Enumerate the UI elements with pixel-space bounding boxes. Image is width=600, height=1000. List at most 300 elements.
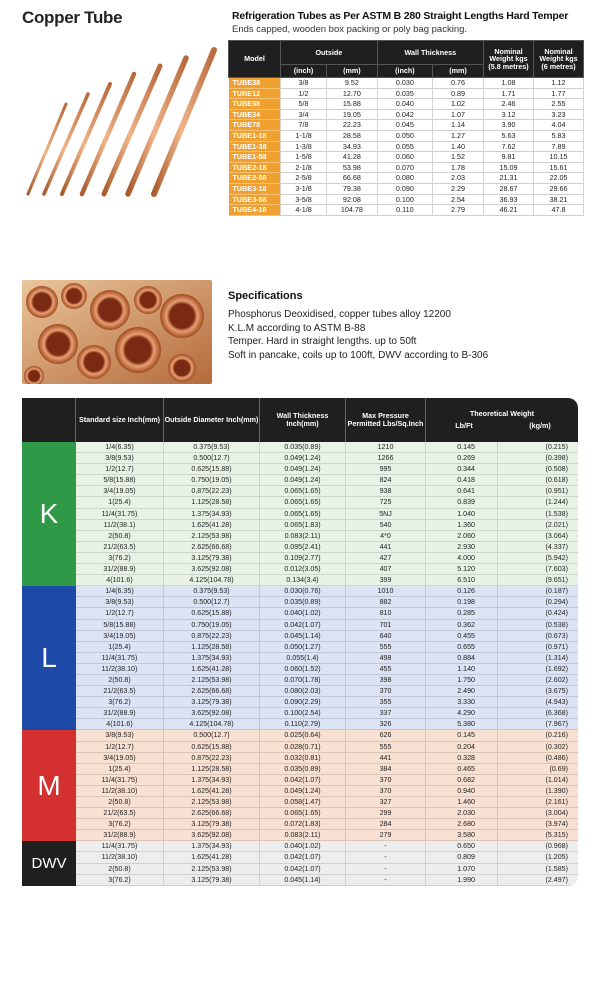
kg-m-cell: (7.967) — [545, 720, 568, 729]
lb-ft-cell: 0.418 — [426, 475, 498, 485]
copper-tube-spec-table — [22, 398, 578, 886]
type-l-rows — [76, 586, 578, 730]
lb-ft-cell: 0.344 — [426, 464, 498, 474]
outside-diameter-cell: 0.750(19.05) — [164, 620, 260, 630]
standard-size-cell: 1/4(6.35) — [76, 586, 164, 596]
lb-ft-cell: 0.269 — [426, 453, 498, 463]
standard-size-cell: 4(101.6) — [76, 575, 164, 585]
lb-ft-cell: 0.362 — [426, 620, 498, 630]
kg-m-cell: (3.974) — [545, 820, 568, 829]
ref-cell: 2.79 — [433, 205, 484, 216]
ref-cell: 1.02 — [433, 99, 484, 110]
wall-thickness-cell: 0.042(1.07) — [260, 852, 346, 862]
wall-thickness-cell: 0.040(1.02) — [260, 608, 346, 618]
table-row — [76, 797, 578, 808]
ref-cell: 66.68 — [327, 173, 378, 184]
wall-thickness-cell: 0.049(1.24) — [260, 464, 346, 474]
ref-cell: 41.28 — [327, 152, 378, 163]
table-row — [76, 520, 578, 531]
outside-diameter-cell: 1.375(34.93) — [164, 841, 260, 851]
ref-cell: 0.100 — [377, 194, 432, 205]
type-dwv-group — [22, 841, 578, 885]
ref-table-row — [229, 109, 584, 120]
kg-m-cell: (3.004) — [545, 809, 568, 818]
standard-size-cell: 31/2(88.9) — [76, 708, 164, 718]
standard-size-cell: 5/8(15.88) — [76, 475, 164, 485]
lb-ft-cell: 1.360 — [426, 520, 498, 530]
ref-cell: 1.12 — [534, 78, 584, 89]
ref-table-row — [229, 120, 584, 131]
kg-m-cell: (1.314) — [545, 653, 568, 662]
outside-diameter-cell: 0.375(9.53) — [164, 586, 260, 596]
ref-cell: 1/2 — [281, 88, 327, 99]
table-row — [76, 664, 578, 675]
max-pressure-cell: 626 — [346, 730, 426, 740]
kg-m-cell: (1.014) — [545, 775, 568, 784]
kg-m-cell: (0.508) — [545, 465, 568, 474]
col-nominal-58: Nominal Weight kgs (5.8 metres) — [484, 41, 534, 78]
max-pressure-cell: 938 — [346, 486, 426, 496]
table-row — [76, 819, 578, 830]
standard-size-cell: 31/2(88.9) — [76, 830, 164, 840]
max-pressure-cell: 5NJ — [346, 509, 426, 519]
kg-m-cell: (0.424) — [545, 609, 568, 618]
table-row — [76, 742, 578, 753]
wall-thickness-cell: 0.040(1.02) — [260, 841, 346, 851]
copper-pipes-photo — [22, 280, 212, 384]
max-pressure-cell: 370 — [346, 775, 426, 785]
lb-ft-cell: 0.455 — [426, 631, 498, 641]
wall-thickness-cell: 0.055(1.4) — [260, 653, 346, 663]
lb-ft-cell: 0.682 — [426, 775, 498, 785]
outside-diameter-cell: 4.125(104.78) — [164, 575, 260, 585]
max-pressure-cell: 370 — [346, 786, 426, 796]
kg-m-cell: (0.187) — [545, 587, 568, 596]
ref-table-row — [229, 194, 584, 205]
col-wall-inch: (inch) — [377, 65, 432, 78]
table-row — [76, 753, 578, 764]
wall-thickness-cell: 0.045(1.14) — [260, 631, 346, 641]
ref-cell: 28.67 — [484, 183, 534, 194]
table-row — [76, 497, 578, 508]
lb-ft-cell: 0.328 — [426, 753, 498, 763]
outside-diameter-cell: 1.625(41.28) — [164, 786, 260, 796]
ref-table-row — [229, 78, 584, 89]
outside-diameter-cell: 1.375(34.93) — [164, 653, 260, 663]
ref-cell: 0.045 — [377, 120, 432, 131]
ref-cell: 0.050 — [377, 130, 432, 141]
max-pressure-cell: 1266 — [346, 453, 426, 463]
kg-m-cell: (0.294) — [545, 598, 568, 607]
max-pressure-cell: 995 — [346, 464, 426, 474]
wall-thickness-cell: 0.080(2.03) — [260, 686, 346, 696]
max-pressure-cell: 355 — [346, 697, 426, 707]
table-row — [76, 586, 578, 597]
ref-cell: 34.93 — [327, 141, 378, 152]
model-cell: TUBE58 — [229, 99, 281, 110]
main-table-header — [22, 398, 578, 442]
standard-size-cell: 2(50.8) — [76, 531, 164, 541]
wall-thickness-cell: 0.028(0.71) — [260, 742, 346, 752]
outside-diameter-cell: 1.375(34.93) — [164, 509, 260, 519]
ref-cell: 1.14 — [433, 120, 484, 131]
type-dwv-label: DWV — [22, 841, 76, 885]
max-pressure-cell: 284 — [346, 819, 426, 829]
wall-thickness-cell: 0.035(0.89) — [260, 442, 346, 452]
type-k-label: K — [22, 442, 76, 586]
type-m-group — [22, 730, 578, 841]
model-cell: TUBE78 — [229, 120, 281, 131]
standard-size-cell: 4(101.6) — [76, 719, 164, 729]
standard-size-cell: 1/2(12.7) — [76, 742, 164, 752]
outside-diameter-cell: 1.125(28.58) — [164, 642, 260, 652]
ref-cell: 7.62 — [484, 141, 534, 152]
table-row — [76, 808, 578, 819]
max-pressure-cell: - — [346, 875, 426, 885]
ref-cell: 0.110 — [377, 205, 432, 216]
spec-line: K.L.M according to ASTM B-88 — [228, 322, 366, 334]
col-max-pressure: Max Pressure Permitted Lbs/Sq.Inch — [346, 398, 426, 442]
ref-cell: 0.040 — [377, 99, 432, 110]
ref-cell: 104.78 — [327, 205, 378, 216]
max-pressure-cell: 555 — [346, 642, 426, 652]
wall-thickness-cell: 0.109(2.77) — [260, 553, 346, 563]
type-l-group — [22, 586, 578, 730]
table-row — [76, 786, 578, 797]
outside-diameter-cell: 2.125(53.98) — [164, 675, 260, 685]
max-pressure-cell: 427 — [346, 553, 426, 563]
ref-cell: 2-1/8 — [281, 162, 327, 173]
ref-cell: 1.40 — [433, 141, 484, 152]
standard-size-cell: 1/4(6.35) — [76, 442, 164, 452]
wall-thickness-cell: 0.025(0.64) — [260, 730, 346, 740]
max-pressure-cell: 498 — [346, 653, 426, 663]
table-row — [76, 597, 578, 608]
kg-m-cell: (1.244) — [545, 498, 568, 507]
ref-cell: 7.89 — [534, 141, 584, 152]
table-row — [76, 764, 578, 775]
lb-ft-cell: 2.680 — [426, 819, 498, 829]
standard-size-cell: 11/4(31.75) — [76, 509, 164, 519]
table-row — [76, 675, 578, 686]
ref-cell: 1.52 — [433, 152, 484, 163]
wall-thickness-cell: 0.012(3.05) — [260, 564, 346, 574]
col-wall-thickness: Wall Thickness Inch(mm) — [260, 398, 346, 442]
wall-thickness-cell: 0.065(1.65) — [260, 808, 346, 818]
lb-ft-cell: 5.120 — [426, 564, 498, 574]
max-pressure-cell: 701 — [346, 620, 426, 630]
kg-m-cell: (4.943) — [545, 698, 568, 707]
lb-ft-cell: 3.330 — [426, 697, 498, 707]
wall-thickness-cell: 0.049(1.24) — [260, 475, 346, 485]
ref-cell: 1.77 — [534, 88, 584, 99]
table-row — [76, 475, 578, 486]
standard-size-cell: 31/2(88.9) — [76, 564, 164, 574]
type-k-group — [22, 442, 578, 586]
col-nominal-6: Nominal Weight kgs (6 metres) — [534, 41, 584, 78]
outside-diameter-cell: 0.500(12.7) — [164, 597, 260, 607]
wall-thickness-cell: 0.049(1.24) — [260, 453, 346, 463]
col-standard-size: Standard size Inch(mm) — [76, 398, 164, 442]
ref-cell: 0.042 — [377, 109, 432, 120]
wall-thickness-cell: 0.083(2.11) — [260, 531, 346, 541]
ref-cell: 79.38 — [327, 183, 378, 194]
model-cell: TUBE4-18 — [229, 205, 281, 216]
kg-m-cell: (0.971) — [545, 642, 568, 651]
ref-cell: 36.93 — [484, 194, 534, 205]
theoretical-weight-label: Theoretical Weight — [469, 409, 535, 419]
wall-thickness-cell: 0.042(1.07) — [260, 620, 346, 630]
ref-cell: 3.90 — [484, 120, 534, 131]
type-dwv-rows — [76, 841, 578, 885]
outside-diameter-cell: 1.625(41.28) — [164, 664, 260, 674]
table-row — [76, 864, 578, 875]
ref-cell: 1-3/8 — [281, 141, 327, 152]
ref-cell: 0.090 — [377, 183, 432, 194]
lb-ft-cell: 0.145 — [426, 442, 498, 452]
ref-cell: 7/8 — [281, 120, 327, 131]
wall-thickness-cell: 0.100(2.54) — [260, 708, 346, 718]
wall-thickness-cell: 0.049(1.24) — [260, 786, 346, 796]
standard-size-cell: 3(76.2) — [76, 819, 164, 829]
lb-ft-cell: 0.884 — [426, 653, 498, 663]
kg-m-cell: (0.538) — [545, 620, 568, 629]
outside-diameter-cell: 0.625(15.88) — [164, 608, 260, 618]
kg-m-cell: (6.368) — [545, 709, 568, 718]
lb-ft-cell: 1.750 — [426, 675, 498, 685]
wall-thickness-cell: 0.058(1.47) — [260, 797, 346, 807]
standard-size-cell: 2(50.8) — [76, 864, 164, 874]
type-l-label: L — [22, 586, 76, 730]
kg-m-cell: (3.064) — [545, 531, 568, 540]
wall-thickness-cell: 0.050(1.27) — [260, 642, 346, 652]
lb-ft-cell: 6.510 — [426, 575, 498, 585]
table-row — [76, 553, 578, 564]
standard-size-cell: 3(76.2) — [76, 553, 164, 563]
spec-line: Soft in pancake, coils up to 100ft, DWV according to B-306 — [228, 349, 489, 361]
lb-ft-cell: 0.126 — [426, 586, 498, 596]
col-outside-mm: (mm) — [327, 65, 378, 78]
ref-cell: 3/4 — [281, 109, 327, 120]
standard-size-cell: 11/2(38.1) — [76, 520, 164, 530]
outside-diameter-cell: 1.125(28.58) — [164, 764, 260, 774]
kg-m-cell: (0.302) — [545, 742, 568, 751]
refrigeration-tubes-body — [229, 78, 584, 216]
specifications-title: Specifications — [228, 290, 303, 302]
col-outside-diameter: Outside Diameter Inch(mm) — [164, 398, 260, 442]
outside-diameter-cell: 1.125(28.58) — [164, 497, 260, 507]
standard-size-cell: 3/4(19.05) — [76, 486, 164, 496]
table-row — [76, 486, 578, 497]
standard-size-cell: 1(25.4) — [76, 764, 164, 774]
model-cell: TUBE1-38 — [229, 141, 281, 152]
table-row — [76, 875, 578, 886]
ref-cell: 1.08 — [484, 78, 534, 89]
ref-cell: 0.76 — [433, 78, 484, 89]
max-pressure-cell: 327 — [346, 797, 426, 807]
table-row — [76, 531, 578, 542]
spec-line: Temper. Hard in straight lengths. up to 50ft — [228, 336, 417, 347]
ref-cell: 12.70 — [327, 88, 378, 99]
ref-cell: 22.23 — [327, 120, 378, 131]
col-wall-thickness: Wall Thickness — [377, 41, 483, 65]
max-pressure-cell: - — [346, 852, 426, 862]
standard-size-cell: 11/4(31.75) — [76, 775, 164, 785]
lb-ft-cell: 2.030 — [426, 808, 498, 818]
lb-ft-cell: 0.198 — [426, 597, 498, 607]
wall-thickness-cell: 0.072(1.83) — [260, 819, 346, 829]
ref-cell: 38.21 — [534, 194, 584, 205]
wall-thickness-cell: 0.110(2.79) — [260, 719, 346, 729]
standard-size-cell: 3(76.2) — [76, 697, 164, 707]
ref-cell: 2-5/8 — [281, 173, 327, 184]
type-k-rows — [76, 442, 578, 586]
max-pressure-cell: 555 — [346, 742, 426, 752]
model-cell: TUBE2-58 — [229, 173, 281, 184]
kg-m-cell: (3.675) — [545, 687, 568, 696]
ref-cell: 2.54 — [433, 194, 484, 205]
lb-ft-cell: 0.285 — [426, 608, 498, 618]
specifications-list — [228, 308, 488, 362]
lb-ft-cell: 0.465 — [426, 764, 498, 774]
table-row — [76, 642, 578, 653]
max-pressure-cell: 337 — [346, 708, 426, 718]
kg-m-cell: (1.585) — [545, 864, 568, 873]
max-pressure-cell: 398 — [346, 675, 426, 685]
kg-m-cell: (2.021) — [545, 520, 568, 529]
lb-ft-cell: 0.655 — [426, 642, 498, 652]
wall-thickness-cell: 0.042(1.07) — [260, 864, 346, 874]
kg-m-cell: (1.390) — [545, 786, 568, 795]
lb-ft-cell: 0.809 — [426, 852, 498, 862]
max-pressure-cell: 441 — [346, 542, 426, 552]
max-pressure-cell: 540 — [346, 520, 426, 530]
kg-m-cell: (9.651) — [545, 576, 568, 585]
table-row — [76, 575, 578, 586]
max-pressure-cell: 810 — [346, 608, 426, 618]
standard-size-cell: 11/4(31.75) — [76, 841, 164, 851]
model-cell: TUBE3-58 — [229, 194, 281, 205]
lb-ft-cell: 5.380 — [426, 719, 498, 729]
wall-thickness-cell: 0.134(3.4) — [260, 575, 346, 585]
ref-cell: 5.83 — [534, 130, 584, 141]
outside-diameter-cell: 3.125(79.38) — [164, 553, 260, 563]
outside-diameter-cell: 0.375(9.53) — [164, 442, 260, 452]
wall-thickness-cell: 0.065(1.65) — [260, 509, 346, 519]
model-cell: TUBE1-58 — [229, 152, 281, 163]
kg-m-cell: (2.497) — [545, 875, 568, 884]
ref-cell: 5.63 — [484, 130, 534, 141]
kg-m-cell: (0.69) — [549, 764, 568, 773]
page-title: Copper Tube — [22, 8, 123, 27]
refrigeration-tubes-table — [228, 40, 584, 216]
standard-size-cell: 3/4(19.05) — [76, 631, 164, 641]
max-pressure-cell: 455 — [346, 664, 426, 674]
outside-diameter-cell: 0.875(22.23) — [164, 486, 260, 496]
ref-cell: 0.055 — [377, 141, 432, 152]
standard-size-cell: 3/8(9.53) — [76, 453, 164, 463]
ref-cell: 0.070 — [377, 162, 432, 173]
lb-ft-cell: 0.145 — [426, 730, 498, 740]
ref-cell: 22.05 — [534, 173, 584, 184]
wall-thickness-cell: 0.032(0.81) — [260, 753, 346, 763]
max-pressure-cell: 399 — [346, 575, 426, 585]
outside-diameter-cell: 1.625(41.28) — [164, 520, 260, 530]
kg-m-cell: (7.603) — [545, 565, 568, 574]
table-row — [76, 719, 578, 730]
refrigeration-tubes-title: Refrigeration Tubes as Per ASTM B 280 Straight Lengths Hard Temper — [232, 10, 569, 22]
lb-ft-cell: 4.290 — [426, 708, 498, 718]
ref-cell: 1-1/8 — [281, 130, 327, 141]
outside-diameter-cell: 3.625(92.08) — [164, 564, 260, 574]
ref-cell: 2.29 — [433, 183, 484, 194]
standard-size-cell: 3/4(19.05) — [76, 753, 164, 763]
ref-cell: 9.81 — [484, 152, 534, 163]
table-row — [76, 453, 578, 464]
ref-cell: 5/8 — [281, 99, 327, 110]
standard-size-cell: 1(25.4) — [76, 642, 164, 652]
lb-ft-cell: 1.140 — [426, 664, 498, 674]
lb-ft-cell: 2.060 — [426, 531, 498, 541]
outside-diameter-cell: 0.625(15.88) — [164, 742, 260, 752]
wall-thickness-cell: 0.042(1.07) — [260, 775, 346, 785]
standard-size-cell: 21/2(63.5) — [76, 542, 164, 552]
max-pressure-cell: 384 — [346, 764, 426, 774]
ref-cell: 3.23 — [534, 109, 584, 120]
ref-table-row — [229, 88, 584, 99]
standard-size-cell: 11/2(38.10) — [76, 664, 164, 674]
wall-thickness-cell: 0.060(1.52) — [260, 664, 346, 674]
standard-size-cell: 3(76.2) — [76, 875, 164, 885]
ref-table-row — [229, 162, 584, 173]
kg-m-cell: (2.161) — [545, 798, 568, 806]
standard-size-cell: 1/2(12.7) — [76, 464, 164, 474]
table-row — [76, 653, 578, 664]
kg-m-cell: (2.602) — [545, 675, 568, 684]
table-row — [76, 830, 578, 841]
standard-size-cell: 5/8(15.88) — [76, 620, 164, 630]
outside-diameter-cell: 3.125(79.38) — [164, 819, 260, 829]
model-cell: TUBE1-18 — [229, 130, 281, 141]
table-row — [76, 542, 578, 553]
max-pressure-cell: 882 — [346, 597, 426, 607]
ref-cell: 0.080 — [377, 173, 432, 184]
ref-cell: 1.78 — [433, 162, 484, 173]
wall-thickness-cell: 0.045(1.14) — [260, 875, 346, 885]
max-pressure-cell: 824 — [346, 475, 426, 485]
kg-m-cell: (0.486) — [545, 753, 568, 762]
ref-cell: 47.8 — [534, 205, 584, 216]
refrigeration-tubes-subtitle: Ends capped, wooden box packing or poly bag packing. — [232, 24, 468, 35]
kg-m-cell: (0.673) — [545, 631, 568, 640]
lb-ft-cell: 0.204 — [426, 742, 498, 752]
max-pressure-cell: 4*0 — [346, 531, 426, 541]
ref-cell: 9.52 — [327, 78, 378, 89]
standard-size-cell: 3/8(9.53) — [76, 730, 164, 740]
col-outside-inch: (inch) — [281, 65, 327, 78]
col-wall-mm: (mm) — [433, 65, 484, 78]
kg-m-cell: (0.968) — [545, 842, 568, 851]
outside-diameter-cell: 2.625(66.68) — [164, 542, 260, 552]
lb-ft-cell: 4.000 — [426, 553, 498, 563]
wall-thickness-cell: 0.030(0.76) — [260, 586, 346, 596]
kg-m-cell: (1.538) — [545, 509, 568, 518]
ref-cell: 15.09 — [484, 162, 534, 173]
max-pressure-cell: 441 — [346, 753, 426, 763]
ref-table-row — [229, 183, 584, 194]
table-row — [76, 730, 578, 741]
ref-cell: 53.98 — [327, 162, 378, 173]
